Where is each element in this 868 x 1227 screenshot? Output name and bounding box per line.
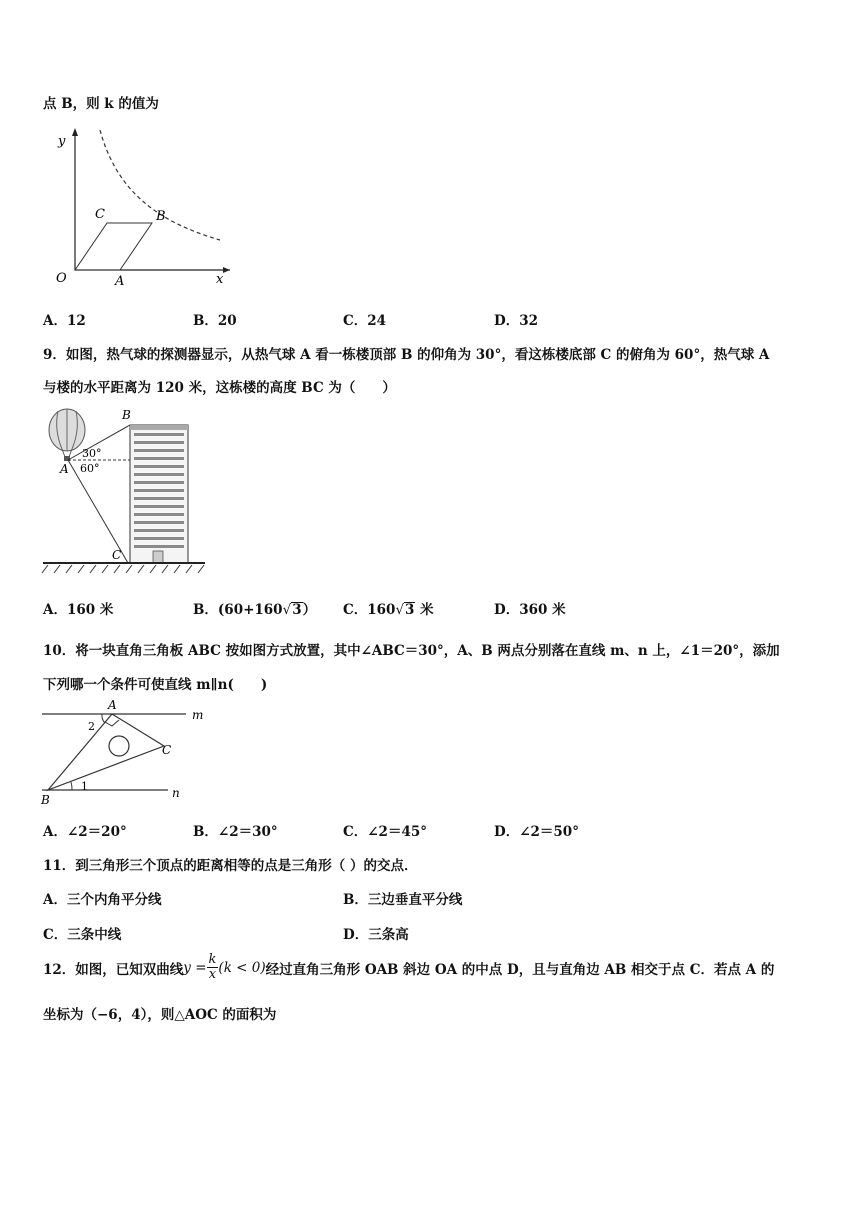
q11-option-a[interactable]: A．三个内角平分线	[43, 892, 162, 908]
q12-stem-line2: 坐标为（−6，4），则△AOC 的面积为	[43, 1007, 277, 1023]
q10-option-b[interactable]: B．∠2＝30°	[193, 824, 278, 840]
q9-option-c-post: 米	[415, 602, 434, 618]
q8-option-b[interactable]: B．20	[193, 313, 237, 329]
q8-label-O: O	[56, 271, 67, 286]
q10-figure	[38, 698, 208, 808]
q10-option-c[interactable]: C．∠2＝45°	[343, 824, 427, 840]
q12-frac-den: x	[208, 967, 217, 982]
q9-option-b-post: ）	[302, 602, 317, 618]
q10-stem-line2: 下列哪一个条件可使直线 m∥n( )	[43, 677, 268, 693]
q12-frac-num: k	[208, 952, 217, 967]
q8-option-d[interactable]: D．32	[494, 313, 538, 329]
q12-stem-post: 经过直角三角形 OAB 斜边 OA 的中点 D，且与直角边 AB 相交于点 C．若点 A 的	[265, 961, 775, 978]
q9-option-b-pre: B．(60+160	[193, 602, 283, 618]
q8-stem-tail: 点 B，则 k 的值为	[43, 96, 159, 112]
q9-label-B: B	[122, 408, 131, 422]
q9-option-c-pre: C．160	[343, 602, 396, 618]
q11-stem: 11．到三角形三个顶点的距离相等的点是三角形（ ）的交点．	[43, 858, 418, 874]
q9-option-b-radicand: 3	[292, 602, 302, 618]
q8-label-A: A	[115, 274, 125, 289]
q9-label-A: A	[60, 462, 69, 476]
q11-option-d[interactable]: D．三条高	[343, 927, 409, 943]
q9-option-d[interactable]: D．360 米	[494, 602, 566, 618]
q9-stem-line1: 9．如图，热气球的探测器显示，从热气球 A 看一栋楼顶部 B 的仰角为 30°，看这栋楼底部 C 的俯角为 60°，热气球 A	[43, 347, 770, 363]
q10-label-angle2: 2	[88, 720, 95, 733]
q9-label-60deg: 60°	[80, 462, 100, 475]
q9-label-C: C	[112, 548, 122, 562]
q9-stem-line2: 与楼的水平距离为 120 米，这栋楼的高度 BC 为（ ）	[43, 380, 396, 396]
q10-option-d[interactable]: D．∠2＝50°	[494, 824, 579, 840]
q10-label-m: m	[192, 708, 204, 722]
q8-label-C: C	[95, 207, 105, 222]
q9-label-30deg: 30°	[82, 447, 102, 460]
q10-label-B: B	[41, 793, 50, 807]
q8-figure	[40, 125, 240, 295]
q12-y-eq: y =	[183, 959, 207, 976]
q8-option-c[interactable]: C．24	[343, 313, 387, 329]
q11-option-c[interactable]: C．三条中线	[43, 927, 122, 943]
q8-option-a[interactable]: A．12	[43, 313, 86, 329]
q8-label-x: x	[216, 272, 224, 287]
q12-condition: (k < 0)	[218, 959, 266, 976]
q10-label-n: n	[172, 786, 180, 800]
q10-label-A: A	[108, 698, 117, 712]
q11-option-b[interactable]: B．三边垂直平分线	[343, 892, 463, 908]
q12-stem-line1	[43, 953, 774, 982]
q10-label-C: C	[162, 743, 172, 757]
q9-option-c-radicand: 3	[405, 602, 415, 618]
q10-label-angle1: 1	[81, 780, 88, 793]
q9-figure	[40, 405, 215, 580]
q12-fraction	[207, 953, 219, 982]
q8-label-B: B	[156, 209, 166, 224]
q9-option-a[interactable]: A．160 米	[43, 602, 114, 618]
q9-option-c[interactable]: C．160√3 米	[343, 602, 434, 618]
q8-label-y: y	[58, 134, 66, 149]
q9-option-b[interactable]: B．(60+160√3）	[193, 602, 317, 618]
q12-stem-pre: 12．如图，已知双曲线	[43, 961, 184, 978]
q10-stem-line1: 10．将一块直角三角板 ABC 按如图方式放置，其中∠ABC＝30°，A、B 两点分别落在直线 m、n 上，∠1＝20°，添加	[43, 643, 780, 659]
q10-option-a[interactable]: A．∠2＝20°	[43, 824, 127, 840]
